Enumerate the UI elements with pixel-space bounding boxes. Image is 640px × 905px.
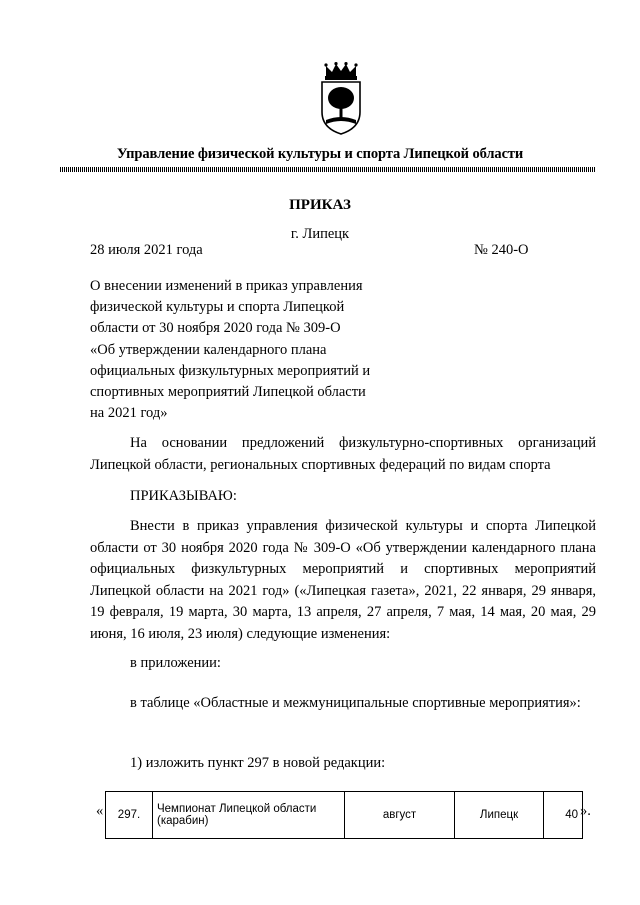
subject-line: области от 30 ноября 2020 года № 309-О [90, 320, 341, 337]
document-number: № 240-О [474, 242, 529, 258]
cell-month: август [345, 792, 455, 839]
cell-count: 40 [544, 792, 583, 839]
table-row [106, 792, 583, 839]
order-word: ПРИКАЗЫВАЮ: [130, 488, 237, 504]
open-quote: « [96, 803, 104, 819]
subject-line: официальных физкультурных мероприятий и [90, 362, 371, 379]
basis-paragraph: На основании предложений физкультурно-спортивных организаций Липецкой области, региональных спортивных федераций по видам спорта [90, 435, 596, 473]
subject-line: О внесении изменений в приказ управления [90, 278, 363, 294]
subject-line: на 2021 год» [90, 405, 168, 422]
item-one-paragraph: 1) изложить пункт 297 в новой редакции: [130, 755, 386, 771]
subject-line: физической культуры и спорта Липецкой [90, 299, 345, 316]
subject-line: «Об утверждении календарного плана [90, 341, 327, 358]
subject-line: спортивных мероприятий Липецкой области [90, 384, 366, 401]
document-date: 28 июля 2021 года [90, 242, 203, 258]
event-table [105, 791, 583, 839]
close-quote: ». [580, 803, 591, 819]
document-subject [90, 276, 400, 424]
appendix-paragraph: в приложении: [130, 655, 221, 671]
header-divider [60, 167, 595, 172]
document-city: г. Липецк [290, 226, 350, 242]
amendment-paragraph: Внести в приказ управления физической культуры и спорта Липецкой области от 30 ноября 2020 года № 309-О «Об утверждении календарного плана официальных физкультурных мероприятий и спортивных мероприятий Липецкой области на 2021 год» («Липецкая газета», 2021, 22 января, 29 января, 19 февраля, 19 марта, 30 марта, 13 апреля, 27 апреля, 7 мая, 14 мая, 20 мая, 29 июня, 16 июля, 23 июля) следующие изменения: [90, 518, 596, 642]
cell-event-name: Чемпионат Липецкой области (карабин) [153, 792, 345, 839]
cell-place: Липецк [455, 792, 544, 839]
organization-name: Управление физической культуры и спорта Липецкой области [116, 146, 524, 162]
cell-number: 297. [106, 792, 153, 839]
document-title: ПРИКАЗ [289, 197, 351, 213]
coat-of-arms-emblem [318, 62, 364, 136]
table-reference-paragraph: в таблице «Областные и межмуниципальные спортивные мероприятия»: [130, 695, 581, 711]
